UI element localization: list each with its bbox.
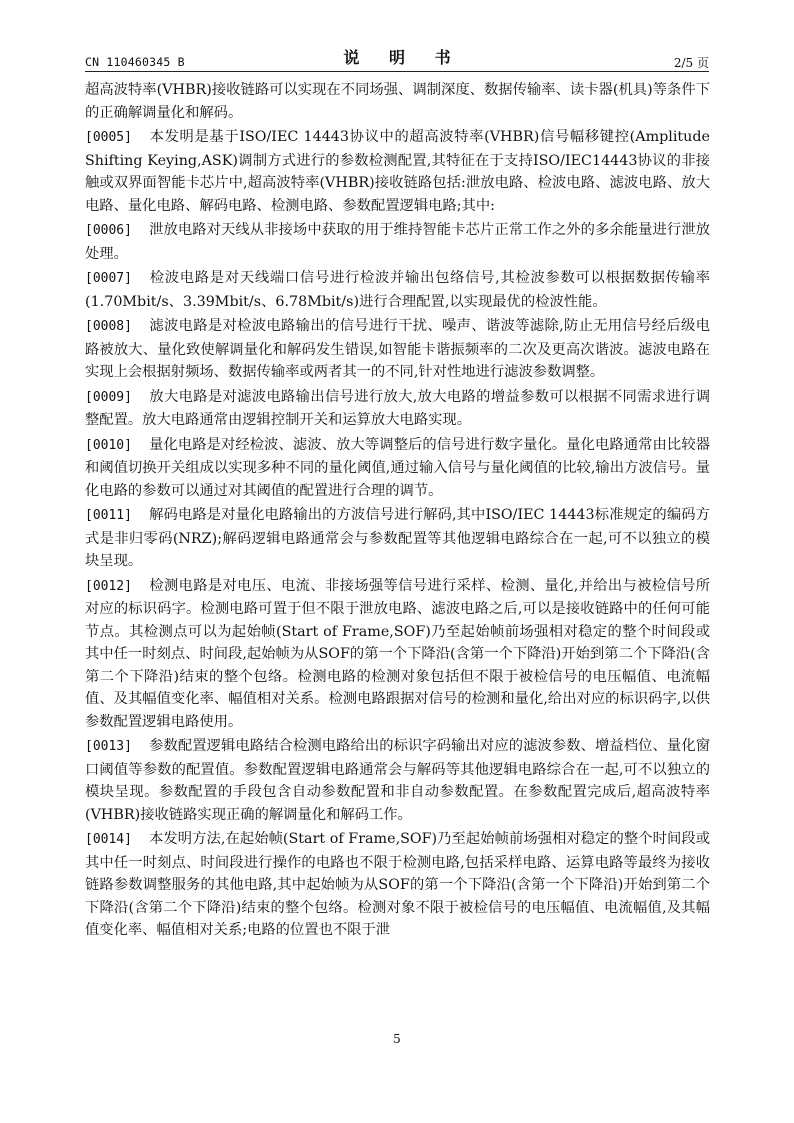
page-number: 5 bbox=[393, 1032, 401, 1046]
paragraph-text: 解码电路是对量化电路输出的方波信号进行解码,其中ISO/IEC 14443标准规定的编码方式是非归零码(NRZ);解码逻辑电路通常会与参数配置等其他逻辑电路综合在一起,可不以独立的模块呈现。 bbox=[85, 507, 710, 569]
paragraph-0006 bbox=[85, 219, 710, 265]
paragraph-number: [0007] bbox=[85, 271, 132, 286]
paragraph-number: [0012] bbox=[85, 578, 132, 594]
paragraph-number: [0011] bbox=[85, 508, 132, 523]
paragraph-0014 bbox=[85, 828, 710, 942]
page-footer bbox=[0, 1032, 794, 1046]
paragraph-text: 量化电路是对经检波、滤波、放大等调整后的信号进行数字量化。量化电路通常由比较器和阈值切换开关组成以实现多种不同的量化阈值,通过输入信号与量化阈值的比较,输出方波信号。量化电路的参数可以通过对其阈值的配置进行合理的调节。 bbox=[85, 436, 710, 499]
paragraph-text: 检测电路是对电压、电流、非接场强等信号进行采样、检测、量化,并给出与被检信号所对应的标识码字。检测电路可置于但不限于泄放电路、滤波电路之后,可以是接收链路中的任何可能节点。其检测点可以为起始帧(Start of Frame,SOF)乃至起始帧前场强相对稳定的整个时间段或其中任一时刻点、时间段,起始帧为从SOF的第一个下降沿(含第一个下降沿)开始到第二个下降沿(含第二个下降沿)结束的整个包络。检测电路的检测对象包括但不限于被检信号的电压幅值、电流幅值、及其幅值变化率、幅值相对关系。检测电路跟据对信号的检测和量化,给出对应的标识码字,以供参数配置逻辑电路使用。 bbox=[85, 577, 710, 730]
paragraph-text: 本发明方法,在起始帧(Start of Frame,SOF)乃至起始帧前场强相对稳定的整个时间段或其中任一时刻点、时间段进行操作的电路也不限于检测电路,包括采样电路、运算电路等最终为接收链路参数调整服务的其他电路,其中起始帧为从SOF的第一个下降沿(含第一个下降沿)开始到第二个下降沿(含第二个下降沿)结束的整个包络。检测对象不限于被检信号的电压幅值、电流幅值,及其幅值变化率、幅值相对关系;电路的位置也不限于泄 bbox=[85, 831, 710, 938]
paragraph-text: 泄放电路对天线从非接场中获取的用于维持智能卡芯片正常工作之外的多余能量进行泄放处理。 bbox=[85, 222, 710, 262]
paragraph-number: [0010] bbox=[85, 437, 132, 453]
paragraph-continuation bbox=[85, 79, 710, 124]
paragraph-number: [0014] bbox=[85, 832, 132, 847]
paragraph-0009 bbox=[85, 386, 710, 432]
paragraph-number: [0008] bbox=[85, 319, 132, 334]
document-body bbox=[85, 79, 710, 944]
page-header bbox=[85, 44, 709, 72]
paragraph-0012 bbox=[85, 575, 710, 734]
paragraph-0010 bbox=[85, 434, 710, 503]
paragraph-0008 bbox=[85, 315, 710, 384]
paragraph-text: 放大电路是对滤波电路输出信号进行放大,放大电路的增益参数可以根据不同需求进行调整配置。放大电路通常由逻辑控制开关和运算放大电路实现。 bbox=[85, 388, 710, 428]
page-indicator: 2/5 页 bbox=[673, 56, 709, 70]
paragraph-number: [0005] bbox=[85, 130, 132, 145]
paragraph-0011 bbox=[85, 504, 710, 573]
paragraph-number: [0006] bbox=[85, 223, 132, 238]
paragraph-text: 检波电路是对天线端口信号进行检波并输出包络信号,其检波参数可以根据数据传输率(1.70Mbit/s、3.39Mbit/s、6.78Mbit/s)进行合理配置,以实现最优的检波性能。 bbox=[85, 270, 710, 310]
header-divider bbox=[85, 71, 709, 72]
paragraph-text: 超高波特率(VHBR)接收链路可以实现在不同场强、调制深度、数据传输率、读卡器(机具)等条件下的正确解调量化和解码。 bbox=[85, 82, 710, 121]
paragraph-text: 本发明是基于ISO/IEC 14443协议中的超高波特率(VHBR)信号幅移键控(Amplitude Shifting Keying,ASK)调制方式进行的参数检测配置,其特征在于支持ISO/IEC14443协议的非接触或双界面智能卡芯片中,超高波特率(VHBR)接收链路包括:泄放电路、检波电路、滤波电路、放大电路、量化电路、解码电路、检测电路、参数配置逻辑电路;其中: bbox=[85, 129, 710, 214]
paragraph-number: [0013] bbox=[85, 739, 132, 754]
paragraph-0007 bbox=[85, 267, 710, 313]
paragraph-text: 参数配置逻辑电路结合检测电路给出的标识字码输出对应的滤波参数、增益档位、量化窗口阈值等参数的配置值。参数配置逻辑电路通常会与解码等其他逻辑电路综合在一起,可不以独立的模块呈现。参数配置的手段包含自动参数配置和非自动参数配置。在参数配置完成后,超高波特率(VHBR)接收链路实现正确的解调量化和解码工作。 bbox=[85, 738, 710, 823]
paragraph-0013 bbox=[85, 735, 710, 826]
paragraph-0005 bbox=[85, 126, 710, 217]
document-title: 说 明 书 bbox=[343, 48, 463, 67]
paragraph-number: [0009] bbox=[85, 389, 132, 405]
paragraph-text: 滤波电路是对检波电路输出的信号进行干扰、噪声、谐波等滤除,防止无用信号经后级电路被放大、量化致使解调量化和解码发生错误,如智能卡谐振频率的二次及更高次谐波。滤波电路在实现上会根据射频场、数据传输率或两者其一的不同,针对性地进行滤波参数调整。 bbox=[85, 318, 710, 380]
patent-number: CN 110460345 B bbox=[85, 55, 185, 69]
